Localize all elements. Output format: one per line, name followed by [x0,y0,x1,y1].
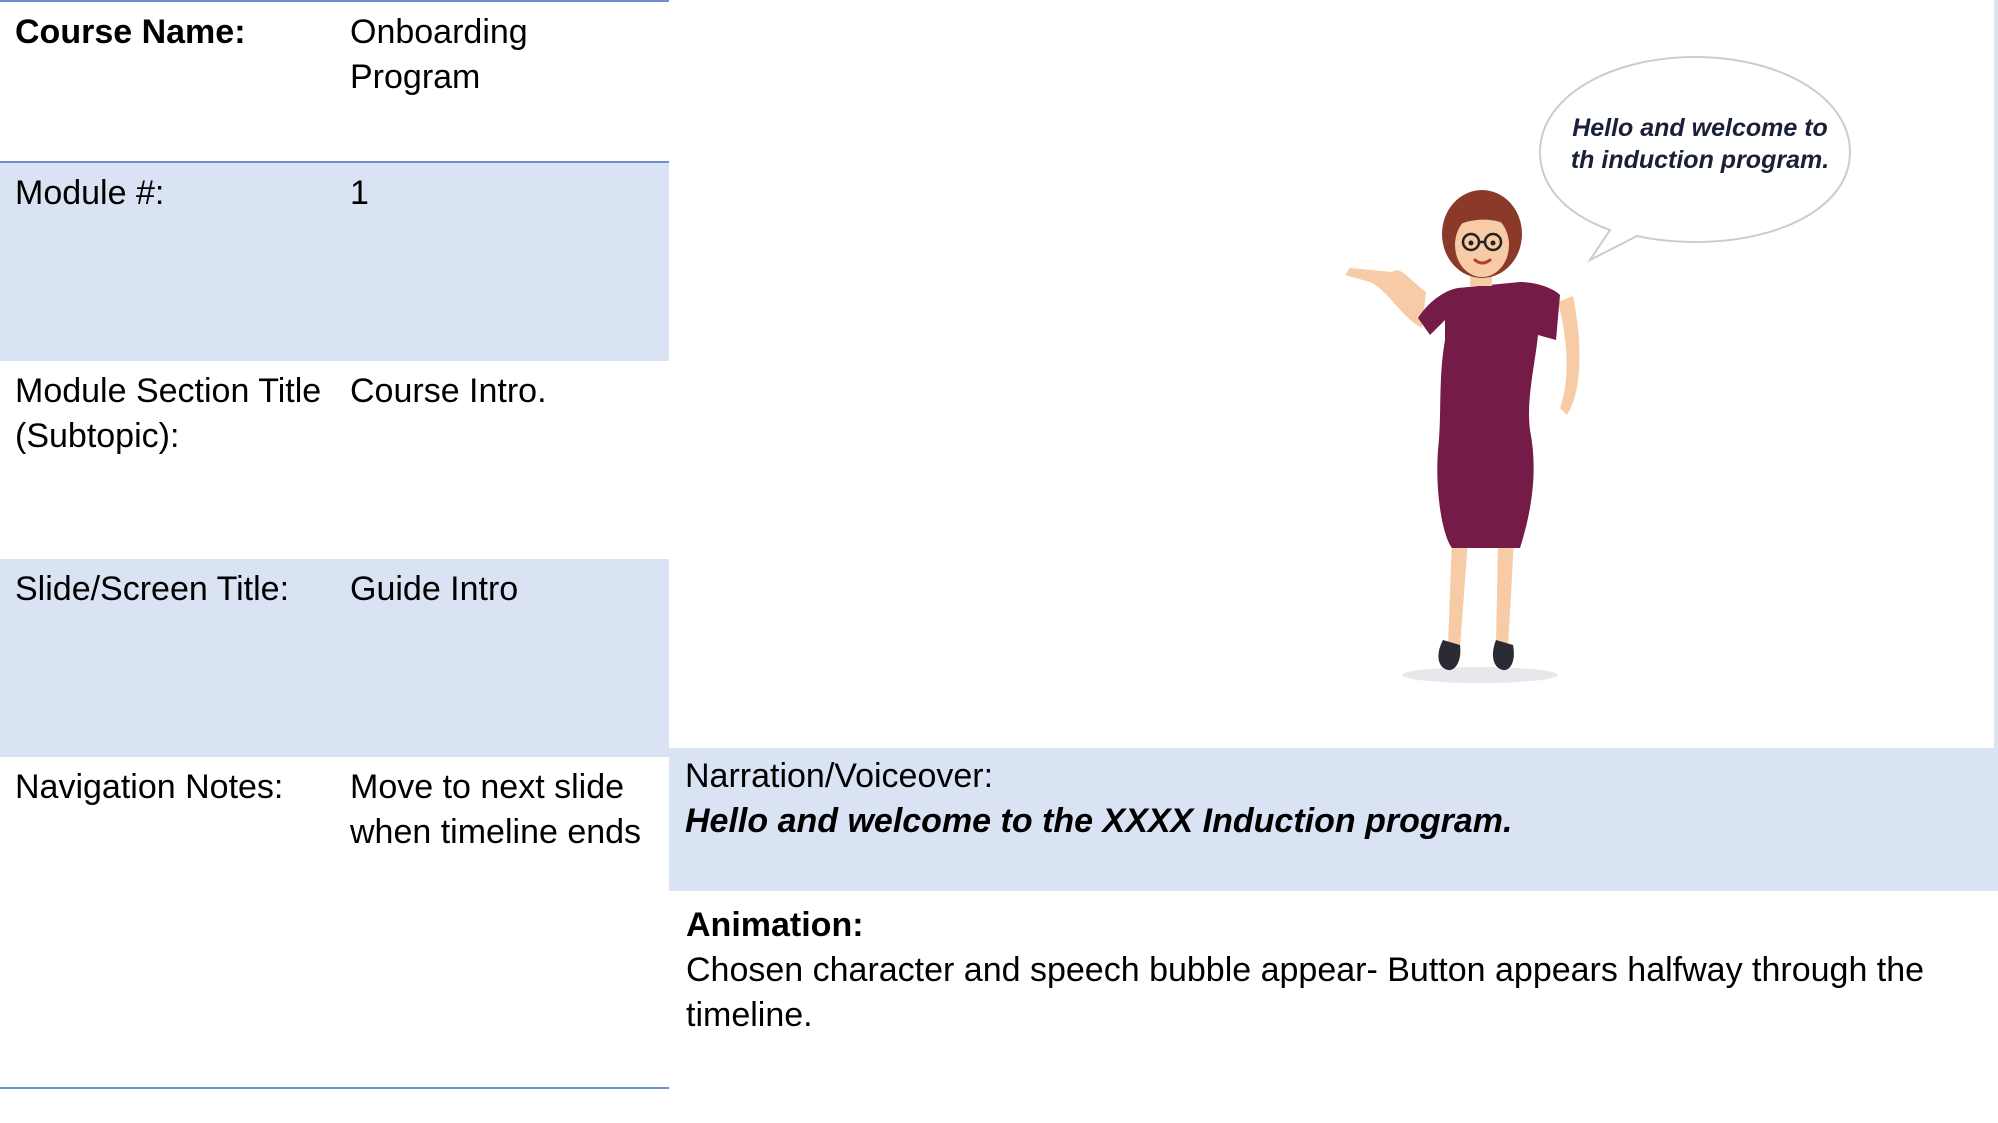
narration-text: Hello and welcome to the XXXX Induction program. [685,802,1513,840]
guide-character [1330,190,1590,690]
animation-label: Animation: [686,906,864,944]
slide-title-label: Slide/Screen Title: [15,570,290,608]
section-value: Course Intro. [350,372,547,410]
module-value: 1 [350,174,369,212]
section-row [0,361,669,559]
navigation-notes-label: Navigation Notes: [15,768,284,806]
course-name-label: Course Name: [15,13,246,51]
navigation-notes-row [0,757,669,1087]
slide-title-value: Guide Intro [350,570,519,608]
course-name-row [0,2,669,163]
narration-label: Narration/Voiceover: [685,757,994,795]
navigation-notes-value: Move to next slide when timeline ends [350,768,642,851]
animation-text: Chosen character and speech bubble appear- Button appears halfway through the timeline. [686,951,1925,1034]
module-row [0,163,669,361]
module-label: Module #: [15,174,165,212]
animation-section [669,891,1998,1050]
speech-bubble-text: Hello and welcome to th induction program. [1570,114,1830,174]
stage-edge [1994,0,1998,748]
slide-title-row [0,559,669,757]
section-label: Module Section Title (Subtopic): [15,372,322,455]
course-name-value: Onboarding Program [350,13,528,96]
storyboard-meta-table [0,0,669,1089]
narration-section [669,748,1998,891]
